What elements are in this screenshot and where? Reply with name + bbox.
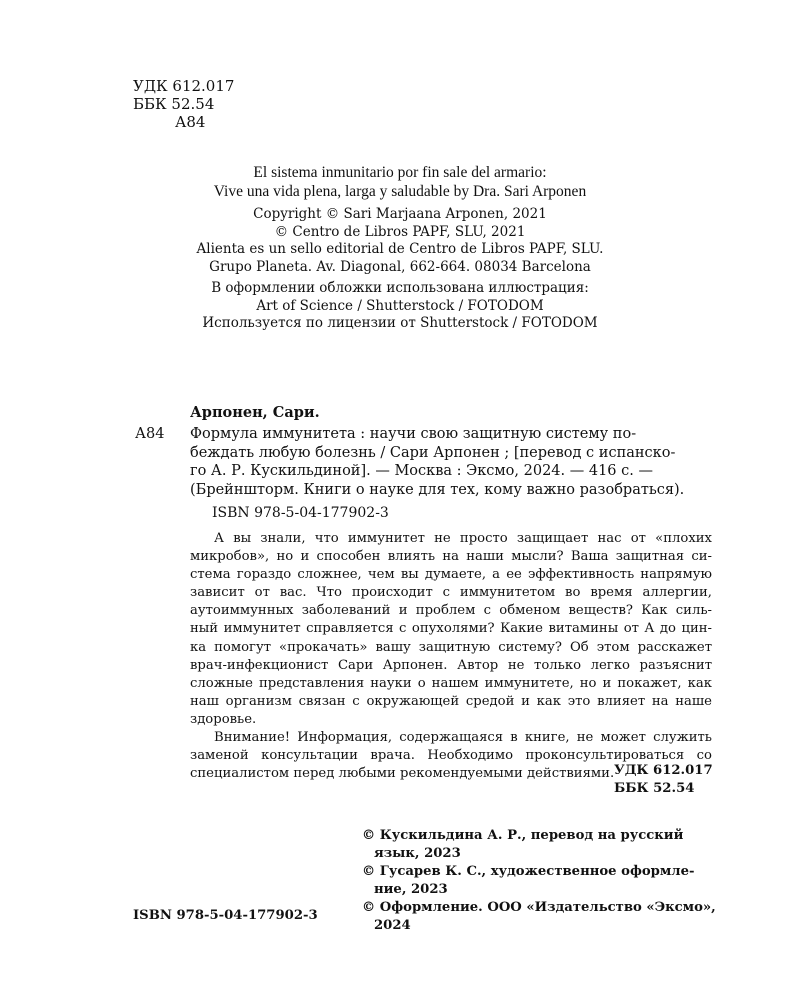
udk-code: УДК 612.017	[133, 77, 235, 95]
annotation-line: ный иммунитет справляется с опухолями? Какие витамины от А до цин-	[190, 621, 712, 637]
annotation-line: стема гораздо сложнее, чем вы думаете, а ее эффективность напрямую	[190, 567, 712, 583]
rights-line: © Кускильдина А. Р., перевод на русский	[362, 828, 684, 843]
annotation-line: наш организм связан с окружающей средой и как это влияет на наше	[190, 693, 712, 709]
original-title-line: El sistema inmunitario por fin sale del armario:	[253, 164, 547, 181]
catalog-author: Арпонен, Сари.	[190, 404, 320, 421]
cover-credit-line: Art of Science / Shutterstock / FOTODOM	[256, 297, 544, 314]
classification-block-top	[133, 77, 234, 131]
catalog-author-mark: А84	[135, 426, 165, 442]
catalog-record-line: беждать любую болезнь / Сари Арпонен ; [перевод с испанско-	[190, 444, 676, 461]
annotation-line: здоровье.	[190, 711, 257, 727]
catalog-isbn: ISBN 978-5-04-177902-3	[212, 505, 389, 521]
bbk-code: ББК 52.54	[614, 781, 695, 796]
catalog-record-line: (Брейншторм. Книги о науке для тех, кому важно разобраться).	[190, 481, 685, 498]
catalog-record	[190, 425, 715, 499]
rights-line: © Гусарев К. С., художественное оформле-	[362, 864, 695, 879]
cover-credit	[0, 280, 800, 333]
annotation-line: микробов», но и способен влиять на наши мысли? Ваша защитная си-	[190, 549, 712, 565]
rights-line: язык, 2023	[374, 846, 461, 861]
isbn-bottom: ISBN 978-5-04-177902-3	[133, 908, 318, 923]
copyright-line: Alienta es un sello editorial de Centro de Libros PAPF, SLU.	[196, 241, 604, 257]
annotation-line: аутоиммунных заболеваний и проблем с обменом веществ? Как силь-	[190, 603, 712, 619]
bbk-code: ББК 52.54	[133, 95, 215, 113]
original-title	[0, 163, 800, 201]
rights-line: 2024	[374, 918, 411, 933]
annotation-line: специалистом перед любыми рекомендуемыми действиями.	[190, 766, 615, 782]
annotation-line: ка помогут «прокачать» вашу защитную систему? Об этом расскажет	[190, 639, 712, 655]
rights-block	[362, 827, 722, 935]
annotation-line: Внимание! Информация, содержащаяся в книге, не может служить	[214, 730, 712, 746]
annotation-line: зависит от вас. Что происходит с иммунитетом во время аллергии,	[190, 585, 712, 601]
catalog-record-line: Формула иммунитета : научи свою защитную систему по-	[190, 426, 637, 442]
original-title-line: Vive una vida plena, larga y saludable by Dra. Sari Arponen	[213, 183, 587, 200]
udk-code: УДК 612.017	[614, 763, 713, 778]
copyright-line: © Centro de Libros PAPF, SLU, 2021	[274, 223, 526, 240]
classification-block-bottom	[614, 762, 713, 798]
catalog-record-line: го А. Р. Кускильдиной]. — Москва : Эксмо, 2024. — 416 с. —	[190, 463, 653, 480]
cover-credit-line: Используется по лицензии от Shutterstock / FOTODOM	[202, 315, 598, 331]
annotation-line: сложные представления науки о нашем иммунитете, но и покажет, как	[190, 675, 712, 691]
annotation-line: врач-инфекционист Сари Арпонен. Автор не только легко разъяснит	[190, 657, 712, 673]
author-mark: А84	[175, 113, 206, 131]
annotation-line: А вы знали, что иммунитет не просто защищает нас от «плохих	[214, 531, 712, 546]
rights-line: © Оформление. ООО «Издательство «Эксмо»,	[362, 900, 716, 915]
annotation	[190, 530, 712, 783]
cover-credit-line: В оформлении обложки использована иллюстрация:	[211, 280, 589, 296]
copyright-block	[0, 206, 800, 276]
annotation-line: заменой консультации врача. Необходимо проконсультироваться со	[190, 748, 712, 764]
copyright-line: Grupo Planeta. Av. Diagonal, 662-664. 08034 Barcelona	[209, 258, 591, 275]
copyright-line: Copyright © Sari Marjaana Arponen, 2021	[253, 206, 547, 222]
rights-line: ние, 2023	[374, 882, 448, 897]
